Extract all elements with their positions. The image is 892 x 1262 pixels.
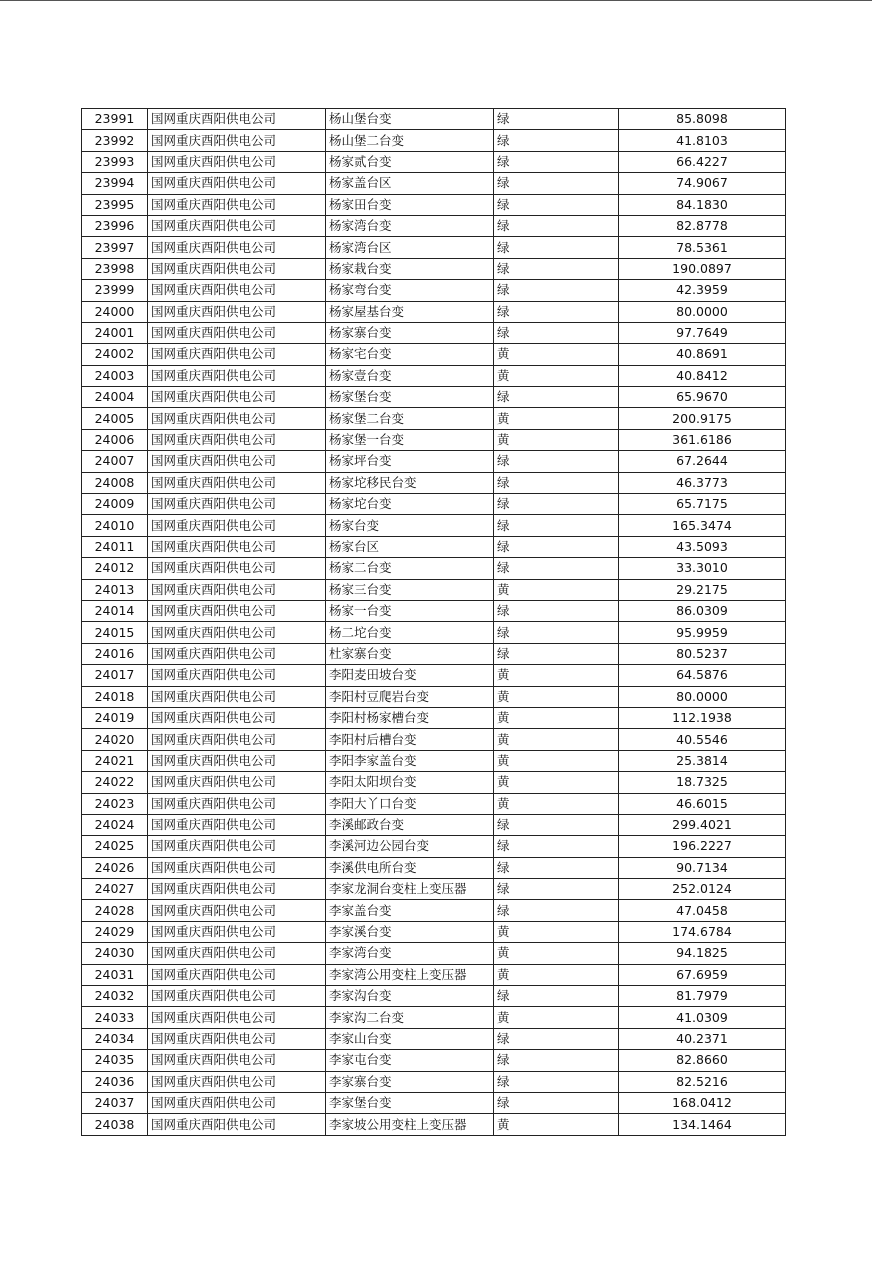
status-cell: 绿	[494, 194, 619, 215]
value-cell: 80.0000	[619, 686, 786, 707]
value-cell: 252.0124	[619, 879, 786, 900]
table-row	[82, 772, 786, 793]
transformer-name-cell: 李家坡公用变柱上变压器	[326, 1114, 494, 1135]
value-cell: 82.5216	[619, 1071, 786, 1092]
row-id-cell: 24033	[82, 1007, 148, 1028]
value-cell: 41.0309	[619, 1007, 786, 1028]
status-cell: 黄	[494, 921, 619, 942]
value-cell: 40.5546	[619, 729, 786, 750]
row-id-cell: 24030	[82, 943, 148, 964]
transformer-name-cell: 杨家坨台变	[326, 494, 494, 515]
value-cell: 82.8778	[619, 215, 786, 236]
row-id-cell: 24003	[82, 365, 148, 386]
status-cell: 绿	[494, 258, 619, 279]
status-cell: 绿	[494, 109, 619, 130]
row-id-cell: 24016	[82, 643, 148, 664]
value-cell: 90.7134	[619, 857, 786, 878]
transformer-name-cell: 杨家台区	[326, 536, 494, 557]
company-cell: 国网重庆酉阳供电公司	[148, 536, 326, 557]
company-cell: 国网重庆酉阳供电公司	[148, 814, 326, 835]
value-cell: 46.3773	[619, 472, 786, 493]
table-row	[82, 686, 786, 707]
transformer-name-cell: 李阳村后槽台变	[326, 729, 494, 750]
status-cell: 黄	[494, 429, 619, 450]
transformer-name-cell: 李家湾台变	[326, 943, 494, 964]
row-id-cell: 23993	[82, 151, 148, 172]
status-cell: 黄	[494, 344, 619, 365]
table-row	[82, 173, 786, 194]
row-id-cell: 23994	[82, 173, 148, 194]
company-cell: 国网重庆酉阳供电公司	[148, 237, 326, 258]
table-row	[82, 558, 786, 579]
value-cell: 97.7649	[619, 322, 786, 343]
company-cell: 国网重庆酉阳供电公司	[148, 836, 326, 857]
value-cell: 67.2644	[619, 451, 786, 472]
company-cell: 国网重庆酉阳供电公司	[148, 750, 326, 771]
company-cell: 国网重庆酉阳供电公司	[148, 301, 326, 322]
row-id-cell: 24032	[82, 986, 148, 1007]
transformer-name-cell: 杨家田台变	[326, 194, 494, 215]
transformer-name-cell: 杨家二台变	[326, 558, 494, 579]
table-row	[82, 879, 786, 900]
value-cell: 25.3814	[619, 750, 786, 771]
table-row	[82, 237, 786, 258]
transformer-name-cell: 李溪供电所台变	[326, 857, 494, 878]
company-cell: 国网重庆酉阳供电公司	[148, 280, 326, 301]
table-row	[82, 622, 786, 643]
value-cell: 78.5361	[619, 237, 786, 258]
value-cell: 47.0458	[619, 900, 786, 921]
transformer-name-cell: 杨家一台变	[326, 600, 494, 621]
value-cell: 196.2227	[619, 836, 786, 857]
company-cell: 国网重庆酉阳供电公司	[148, 622, 326, 643]
status-cell: 绿	[494, 857, 619, 878]
row-id-cell: 23997	[82, 237, 148, 258]
company-cell: 国网重庆酉阳供电公司	[148, 1071, 326, 1092]
value-cell: 40.8412	[619, 365, 786, 386]
company-cell: 国网重庆酉阳供电公司	[148, 365, 326, 386]
row-id-cell: 24022	[82, 772, 148, 793]
company-cell: 国网重庆酉阳供电公司	[148, 1028, 326, 1049]
table-row	[82, 964, 786, 985]
row-id-cell: 24034	[82, 1028, 148, 1049]
status-cell: 绿	[494, 600, 619, 621]
company-cell: 国网重庆酉阳供电公司	[148, 707, 326, 728]
value-cell: 66.4227	[619, 151, 786, 172]
status-cell: 黄	[494, 665, 619, 686]
company-cell: 国网重庆酉阳供电公司	[148, 322, 326, 343]
status-cell: 绿	[494, 494, 619, 515]
row-id-cell: 24026	[82, 857, 148, 878]
status-cell: 绿	[494, 536, 619, 557]
transformer-name-cell: 杜家寨台变	[326, 643, 494, 664]
value-cell: 95.9959	[619, 622, 786, 643]
table-row	[82, 1092, 786, 1113]
transformer-name-cell: 杨家坪台变	[326, 451, 494, 472]
row-id-cell: 24009	[82, 494, 148, 515]
row-id-cell: 24031	[82, 964, 148, 985]
value-cell: 80.5237	[619, 643, 786, 664]
company-cell: 国网重庆酉阳供电公司	[148, 579, 326, 600]
status-cell: 绿	[494, 151, 619, 172]
transformer-name-cell: 李家寨台变	[326, 1071, 494, 1092]
transformer-name-cell: 李阳麦田坡台变	[326, 665, 494, 686]
company-cell: 国网重庆酉阳供电公司	[148, 173, 326, 194]
value-cell: 165.3474	[619, 515, 786, 536]
value-cell: 86.0309	[619, 600, 786, 621]
company-cell: 国网重庆酉阳供电公司	[148, 387, 326, 408]
company-cell: 国网重庆酉阳供电公司	[148, 986, 326, 1007]
transformer-name-cell: 李家屯台变	[326, 1050, 494, 1071]
table-row	[82, 494, 786, 515]
value-cell: 94.1825	[619, 943, 786, 964]
status-cell: 绿	[494, 879, 619, 900]
row-id-cell: 24013	[82, 579, 148, 600]
table-row	[82, 215, 786, 236]
table-row	[82, 707, 786, 728]
company-cell: 国网重庆酉阳供电公司	[148, 408, 326, 429]
transformer-name-cell: 杨家壹台变	[326, 365, 494, 386]
status-cell: 绿	[494, 322, 619, 343]
row-id-cell: 24024	[82, 814, 148, 835]
table-row	[82, 130, 786, 151]
transformer-name-cell: 李家沟台变	[326, 986, 494, 1007]
status-cell: 黄	[494, 1007, 619, 1028]
table-row	[82, 1114, 786, 1135]
value-cell: 67.6959	[619, 964, 786, 985]
company-cell: 国网重庆酉阳供电公司	[148, 451, 326, 472]
row-id-cell: 24002	[82, 344, 148, 365]
company-cell: 国网重庆酉阳供电公司	[148, 879, 326, 900]
status-cell: 黄	[494, 686, 619, 707]
status-cell: 绿	[494, 814, 619, 835]
status-cell: 绿	[494, 1071, 619, 1092]
transformer-name-cell: 李溪邮政台变	[326, 814, 494, 835]
transformer-name-cell: 杨家湾台区	[326, 237, 494, 258]
company-cell: 国网重庆酉阳供电公司	[148, 194, 326, 215]
transformer-name-cell: 杨家坨移民台变	[326, 472, 494, 493]
table-row	[82, 729, 786, 750]
status-cell: 绿	[494, 215, 619, 236]
table-row	[82, 857, 786, 878]
transformer-name-cell: 杨家寨台变	[326, 322, 494, 343]
row-id-cell: 23996	[82, 215, 148, 236]
row-id-cell: 24005	[82, 408, 148, 429]
company-cell: 国网重庆酉阳供电公司	[148, 900, 326, 921]
company-cell: 国网重庆酉阳供电公司	[148, 772, 326, 793]
status-cell: 绿	[494, 986, 619, 1007]
status-cell: 绿	[494, 472, 619, 493]
status-cell: 黄	[494, 943, 619, 964]
row-id-cell: 24025	[82, 836, 148, 857]
table-row	[82, 387, 786, 408]
table-row	[82, 536, 786, 557]
value-cell: 82.8660	[619, 1050, 786, 1071]
table-row	[82, 643, 786, 664]
status-cell: 绿	[494, 1092, 619, 1113]
table-row	[82, 579, 786, 600]
row-id-cell: 24027	[82, 879, 148, 900]
transformer-name-cell: 李家龙洞台变柱上变压器	[326, 879, 494, 900]
company-cell: 国网重庆酉阳供电公司	[148, 686, 326, 707]
row-id-cell: 24006	[82, 429, 148, 450]
table-row	[82, 665, 786, 686]
value-cell: 168.0412	[619, 1092, 786, 1113]
transformer-name-cell: 杨山堡台变	[326, 109, 494, 130]
transformer-name-cell: 杨家堡二台变	[326, 408, 494, 429]
transformer-name-cell: 李家堡台变	[326, 1092, 494, 1113]
value-cell: 80.0000	[619, 301, 786, 322]
status-cell: 绿	[494, 622, 619, 643]
transformer-name-cell: 李家盖台变	[326, 900, 494, 921]
company-cell: 国网重庆酉阳供电公司	[148, 1114, 326, 1135]
status-cell: 黄	[494, 964, 619, 985]
table-row	[82, 365, 786, 386]
table-body	[82, 109, 786, 1136]
status-cell: 绿	[494, 558, 619, 579]
table-row	[82, 814, 786, 835]
row-id-cell: 24017	[82, 665, 148, 686]
value-cell: 134.1464	[619, 1114, 786, 1135]
status-cell: 绿	[494, 451, 619, 472]
company-cell: 国网重庆酉阳供电公司	[148, 429, 326, 450]
status-cell: 绿	[494, 280, 619, 301]
transformer-name-cell: 李家沟二台变	[326, 1007, 494, 1028]
row-id-cell: 24036	[82, 1071, 148, 1092]
transformer-name-cell: 李阳太阳坝台变	[326, 772, 494, 793]
row-id-cell: 24012	[82, 558, 148, 579]
transformer-name-cell: 杨家堡台变	[326, 387, 494, 408]
company-cell: 国网重庆酉阳供电公司	[148, 494, 326, 515]
table-row	[82, 1007, 786, 1028]
table-row	[82, 344, 786, 365]
company-cell: 国网重庆酉阳供电公司	[148, 857, 326, 878]
company-cell: 国网重庆酉阳供电公司	[148, 1007, 326, 1028]
table-row	[82, 301, 786, 322]
status-cell: 绿	[494, 900, 619, 921]
transformer-name-cell: 杨家栽台变	[326, 258, 494, 279]
row-id-cell: 24000	[82, 301, 148, 322]
table-row	[82, 600, 786, 621]
table-row	[82, 986, 786, 1007]
data-table	[81, 108, 786, 1136]
status-cell: 绿	[494, 173, 619, 194]
status-cell: 绿	[494, 1050, 619, 1071]
transformer-name-cell: 杨家宅台变	[326, 344, 494, 365]
row-id-cell: 24001	[82, 322, 148, 343]
value-cell: 18.7325	[619, 772, 786, 793]
row-id-cell: 24038	[82, 1114, 148, 1135]
company-cell: 国网重庆酉阳供电公司	[148, 793, 326, 814]
table-row	[82, 793, 786, 814]
table-row	[82, 408, 786, 429]
row-id-cell: 23995	[82, 194, 148, 215]
row-id-cell: 23999	[82, 280, 148, 301]
row-id-cell: 24008	[82, 472, 148, 493]
table-row	[82, 151, 786, 172]
value-cell: 43.5093	[619, 536, 786, 557]
transformer-name-cell: 李阳村豆爬岩台变	[326, 686, 494, 707]
page-top-rule	[0, 0, 872, 1]
company-cell: 国网重庆酉阳供电公司	[148, 151, 326, 172]
table-row	[82, 322, 786, 343]
company-cell: 国网重庆酉阳供电公司	[148, 921, 326, 942]
transformer-name-cell: 杨家贰台变	[326, 151, 494, 172]
value-cell: 85.8098	[619, 109, 786, 130]
table-row	[82, 1028, 786, 1049]
value-cell: 84.1830	[619, 194, 786, 215]
row-id-cell: 24020	[82, 729, 148, 750]
row-id-cell: 24011	[82, 536, 148, 557]
table-row	[82, 1050, 786, 1071]
transformer-name-cell: 杨家湾台变	[326, 215, 494, 236]
table-row	[82, 429, 786, 450]
status-cell: 黄	[494, 1114, 619, 1135]
transformer-name-cell: 杨二坨台变	[326, 622, 494, 643]
row-id-cell: 24035	[82, 1050, 148, 1071]
row-id-cell: 24015	[82, 622, 148, 643]
table-row	[82, 1071, 786, 1092]
status-cell: 绿	[494, 387, 619, 408]
value-cell: 174.6784	[619, 921, 786, 942]
value-cell: 81.7979	[619, 986, 786, 1007]
transformer-name-cell: 杨家盖台区	[326, 173, 494, 194]
company-cell: 国网重庆酉阳供电公司	[148, 600, 326, 621]
table-row	[82, 451, 786, 472]
status-cell: 绿	[494, 1028, 619, 1049]
transformer-name-cell: 杨家弯台变	[326, 280, 494, 301]
row-id-cell: 24014	[82, 600, 148, 621]
row-id-cell: 24028	[82, 900, 148, 921]
transformer-name-cell: 李阳村杨家槽台变	[326, 707, 494, 728]
row-id-cell: 23998	[82, 258, 148, 279]
value-cell: 42.3959	[619, 280, 786, 301]
table-row	[82, 194, 786, 215]
transformer-name-cell: 杨山堡二台变	[326, 130, 494, 151]
value-cell: 65.7175	[619, 494, 786, 515]
status-cell: 黄	[494, 729, 619, 750]
row-id-cell: 24029	[82, 921, 148, 942]
company-cell: 国网重庆酉阳供电公司	[148, 1050, 326, 1071]
row-id-cell: 23991	[82, 109, 148, 130]
company-cell: 国网重庆酉阳供电公司	[148, 1092, 326, 1113]
value-cell: 41.8103	[619, 130, 786, 151]
status-cell: 黄	[494, 408, 619, 429]
status-cell: 黄	[494, 707, 619, 728]
company-cell: 国网重庆酉阳供电公司	[148, 964, 326, 985]
status-cell: 绿	[494, 515, 619, 536]
company-cell: 国网重庆酉阳供电公司	[148, 109, 326, 130]
value-cell: 29.2175	[619, 579, 786, 600]
value-cell: 65.9670	[619, 387, 786, 408]
value-cell: 40.8691	[619, 344, 786, 365]
status-cell: 绿	[494, 836, 619, 857]
transformer-name-cell: 杨家三台变	[326, 579, 494, 600]
value-cell: 361.6186	[619, 429, 786, 450]
table-row	[82, 943, 786, 964]
company-cell: 国网重庆酉阳供电公司	[148, 472, 326, 493]
row-id-cell: 24018	[82, 686, 148, 707]
transformer-name-cell: 李家山台变	[326, 1028, 494, 1049]
row-id-cell: 24007	[82, 451, 148, 472]
status-cell: 黄	[494, 750, 619, 771]
value-cell: 190.0897	[619, 258, 786, 279]
transformer-name-cell: 杨家屋基台变	[326, 301, 494, 322]
value-cell: 74.9067	[619, 173, 786, 194]
table-row	[82, 900, 786, 921]
company-cell: 国网重庆酉阳供电公司	[148, 665, 326, 686]
row-id-cell: 24004	[82, 387, 148, 408]
table-row	[82, 836, 786, 857]
company-cell: 国网重庆酉阳供电公司	[148, 344, 326, 365]
transformer-name-cell: 杨家台变	[326, 515, 494, 536]
value-cell: 200.9175	[619, 408, 786, 429]
table-row	[82, 280, 786, 301]
table-row	[82, 472, 786, 493]
status-cell: 绿	[494, 237, 619, 258]
status-cell: 黄	[494, 579, 619, 600]
status-cell: 绿	[494, 130, 619, 151]
company-cell: 国网重庆酉阳供电公司	[148, 643, 326, 664]
value-cell: 299.4021	[619, 814, 786, 835]
row-id-cell: 24037	[82, 1092, 148, 1113]
company-cell: 国网重庆酉阳供电公司	[148, 215, 326, 236]
company-cell: 国网重庆酉阳供电公司	[148, 729, 326, 750]
transformer-name-cell: 杨家堡一台变	[326, 429, 494, 450]
status-cell: 绿	[494, 301, 619, 322]
transformer-name-cell: 李溪河边公园台变	[326, 836, 494, 857]
company-cell: 国网重庆酉阳供电公司	[148, 515, 326, 536]
value-cell: 33.3010	[619, 558, 786, 579]
table-row	[82, 258, 786, 279]
transformer-name-cell: 李阳李家盖台变	[326, 750, 494, 771]
company-cell: 国网重庆酉阳供电公司	[148, 558, 326, 579]
company-cell: 国网重庆酉阳供电公司	[148, 258, 326, 279]
status-cell: 黄	[494, 365, 619, 386]
value-cell: 112.1938	[619, 707, 786, 728]
table-row	[82, 109, 786, 130]
transformer-name-cell: 李家溪台变	[326, 921, 494, 942]
row-id-cell: 24021	[82, 750, 148, 771]
status-cell: 黄	[494, 772, 619, 793]
row-id-cell: 24010	[82, 515, 148, 536]
row-id-cell: 24019	[82, 707, 148, 728]
table-row	[82, 515, 786, 536]
value-cell: 40.2371	[619, 1028, 786, 1049]
company-cell: 国网重庆酉阳供电公司	[148, 943, 326, 964]
table-row	[82, 921, 786, 942]
value-cell: 64.5876	[619, 665, 786, 686]
row-id-cell: 24023	[82, 793, 148, 814]
table-row	[82, 750, 786, 771]
company-cell: 国网重庆酉阳供电公司	[148, 130, 326, 151]
row-id-cell: 23992	[82, 130, 148, 151]
status-cell: 绿	[494, 643, 619, 664]
value-cell: 46.6015	[619, 793, 786, 814]
status-cell: 黄	[494, 793, 619, 814]
transformer-name-cell: 李阳大丫口台变	[326, 793, 494, 814]
transformer-name-cell: 李家湾公用变柱上变压器	[326, 964, 494, 985]
